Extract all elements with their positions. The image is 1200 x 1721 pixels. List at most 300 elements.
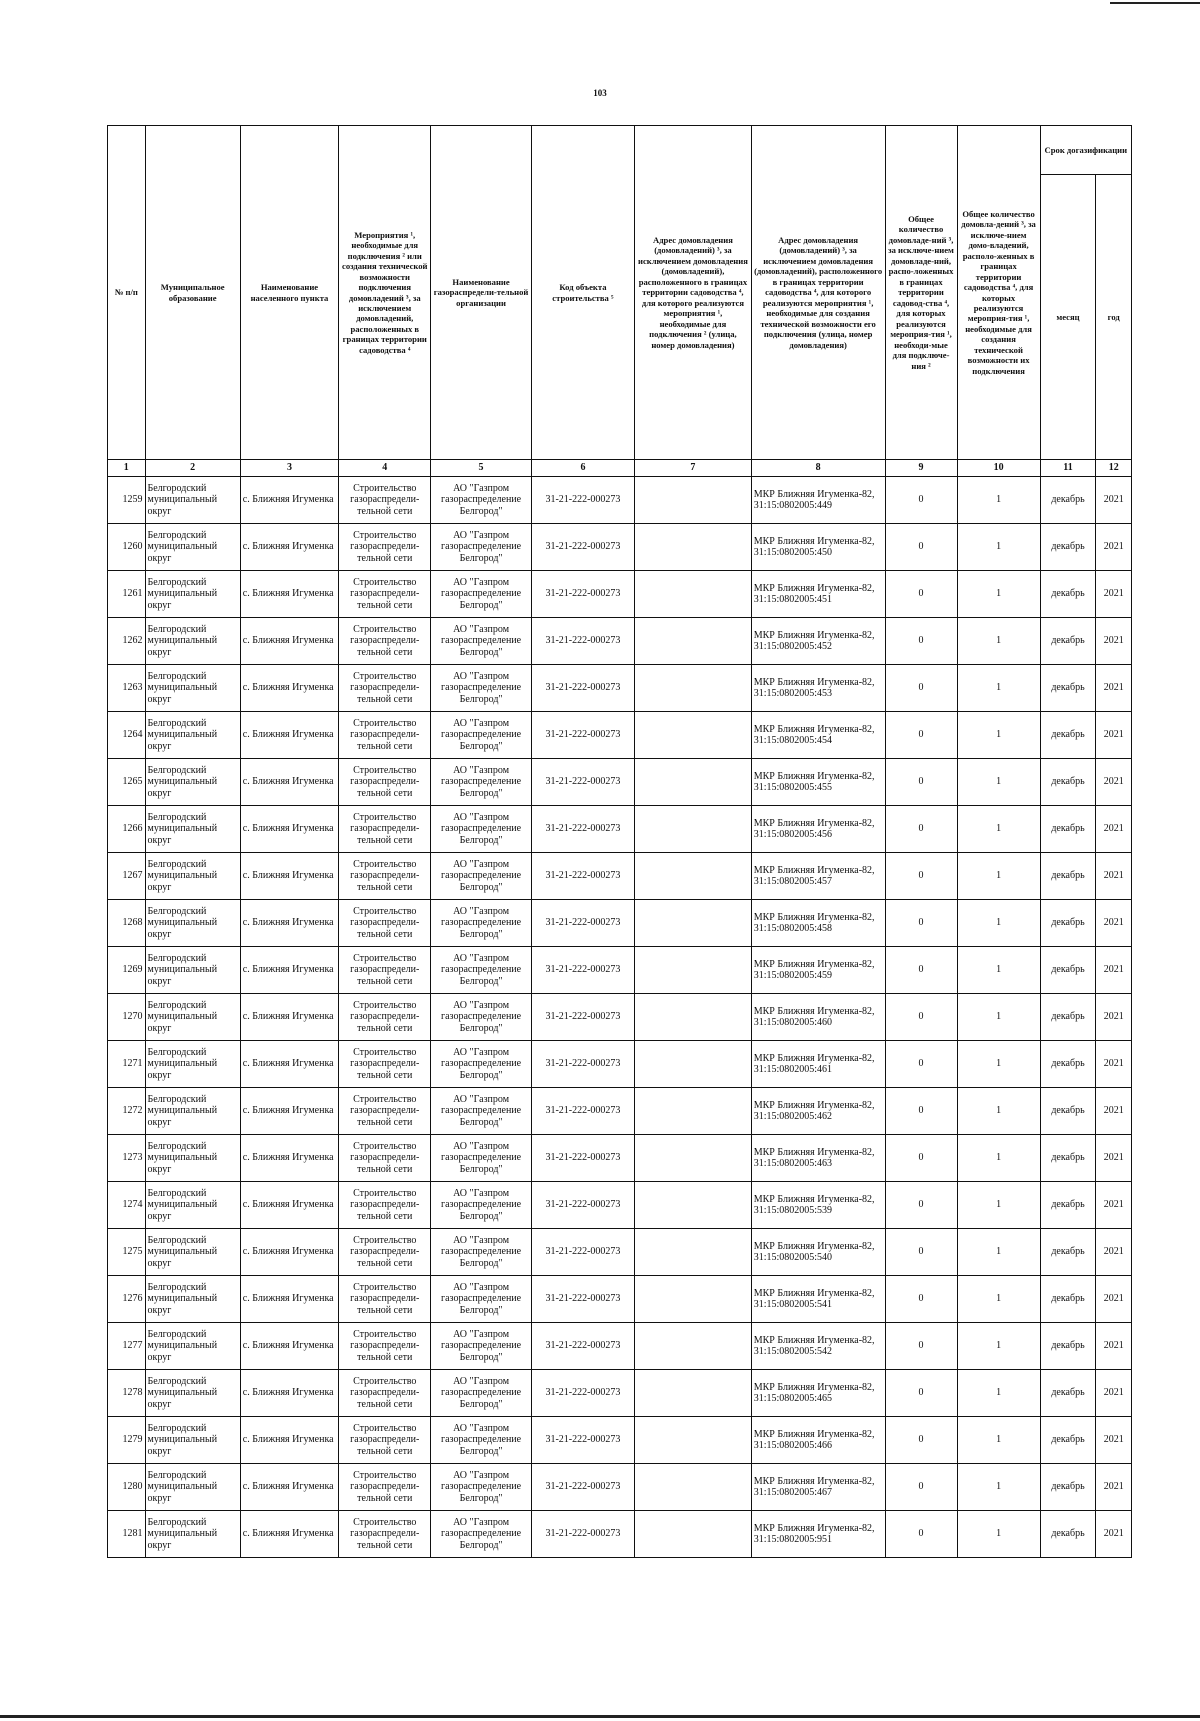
measure-cell: Строительство газораспредели-тельной сети [339,1276,431,1323]
year-cell: 2021 [1096,900,1132,947]
settlement-cell: с. Ближняя Игуменка [240,665,338,712]
object-code-cell: 31-21-222-000273 [531,477,634,524]
address-capability-cell: МКР Ближняя Игуменка-82, 31:15:0802005:460 [751,994,885,1041]
address-capability-cell: МКР Ближняя Игуменка-82, 31:15:0802005:449 [751,477,885,524]
settlement-cell: с. Ближняя Игуменка [240,994,338,1041]
table-row [108,806,1132,853]
column-number: 4 [339,460,431,477]
count-connection-cell: 0 [885,665,957,712]
measure-cell: Строительство газораспредели-тельной сети [339,1464,431,1511]
table-row [108,900,1132,947]
count-connection-cell: 0 [885,1417,957,1464]
settlement-cell: с. Ближняя Игуменка [240,1323,338,1370]
measure-cell: Строительство газораспредели-тельной сети [339,806,431,853]
count-capability-cell: 1 [957,524,1040,571]
year-cell: 2021 [1096,1323,1132,1370]
table-row [108,994,1132,1041]
count-connection-cell: 0 [885,853,957,900]
count-connection-cell: 0 [885,1323,957,1370]
settlement-cell: с. Ближняя Игуменка [240,524,338,571]
gas-organization-cell: АО "Газпром газораспределение Белгород" [431,1417,531,1464]
column-number: 10 [957,460,1040,477]
count-capability-cell: 1 [957,994,1040,1041]
municipality-cell: Белгородский муниципальный округ [145,1135,240,1182]
count-capability-cell: 1 [957,712,1040,759]
row-number: 1274 [108,1182,146,1229]
count-connection-cell: 0 [885,1135,957,1182]
measure-cell: Строительство газораспредели-тельной сети [339,712,431,759]
count-connection-cell: 0 [885,571,957,618]
month-cell: декабрь [1040,759,1096,806]
address-capability-cell: МКР Ближняя Игуменка-82, 31:15:0802005:951 [751,1511,885,1558]
measure-cell: Строительство газораспредели-тельной сети [339,665,431,712]
year-cell: 2021 [1096,1088,1132,1135]
settlement-cell: с. Ближняя Игуменка [240,477,338,524]
row-number: 1272 [108,1088,146,1135]
gas-organization-cell: АО "Газпром газораспределение Белгород" [431,665,531,712]
settlement-cell: с. Ближняя Игуменка [240,1135,338,1182]
gasification-table [107,125,1132,1558]
address-capability-cell: МКР Ближняя Игуменка-82, 31:15:0802005:454 [751,712,885,759]
address-connection-cell [635,618,752,665]
settlement-cell: с. Ближняя Игуменка [240,1464,338,1511]
month-cell: декабрь [1040,571,1096,618]
measure-cell: Строительство газораспредели-тельной сети [339,1511,431,1558]
address-connection-cell [635,994,752,1041]
count-capability-cell: 1 [957,947,1040,994]
municipality-cell: Белгородский муниципальный округ [145,947,240,994]
object-code-cell: 31-21-222-000273 [531,1041,634,1088]
month-cell: декабрь [1040,1182,1096,1229]
object-code-cell: 31-21-222-000273 [531,1276,634,1323]
municipality-cell: Белгородский муниципальный округ [145,618,240,665]
municipality-cell: Белгородский муниципальный округ [145,477,240,524]
measure-cell: Строительство газораспредели-тельной сети [339,477,431,524]
object-code-cell: 31-21-222-000273 [531,1182,634,1229]
gas-organization-cell: АО "Газпром газораспределение Белгород" [431,1276,531,1323]
year-cell: 2021 [1096,477,1132,524]
measure-cell: Строительство газораспредели-тельной сети [339,1041,431,1088]
column-numbers-row [108,460,1132,477]
measure-cell: Строительство газораспредели-тельной сети [339,759,431,806]
settlement-cell: с. Ближняя Игуменка [240,947,338,994]
measure-cell: Строительство газораспредели-тельной сети [339,900,431,947]
header-gasification-term: Срок догазификации [1040,126,1131,175]
month-cell: декабрь [1040,1417,1096,1464]
address-connection-cell [635,900,752,947]
table-header [108,126,1132,477]
month-cell: декабрь [1040,1464,1096,1511]
gas-organization-cell: АО "Газпром газораспределение Белгород" [431,947,531,994]
year-cell: 2021 [1096,806,1132,853]
gas-organization-cell: АО "Газпром газораспределение Белгород" [431,994,531,1041]
table-row [108,1041,1132,1088]
year-cell: 2021 [1096,571,1132,618]
count-connection-cell: 0 [885,1182,957,1229]
year-cell: 2021 [1096,947,1132,994]
measure-cell: Строительство газораспредели-тельной сети [339,947,431,994]
object-code-cell: 31-21-222-000273 [531,853,634,900]
municipality-cell: Белгородский муниципальный округ [145,994,240,1041]
settlement-cell: с. Ближняя Игуменка [240,1182,338,1229]
year-cell: 2021 [1096,1041,1132,1088]
address-connection-cell [635,947,752,994]
object-code-cell: 31-21-222-000273 [531,947,634,994]
table-row [108,1370,1132,1417]
count-connection-cell: 0 [885,618,957,665]
column-number: 9 [885,460,957,477]
year-cell: 2021 [1096,853,1132,900]
gas-organization-cell: АО "Газпром газораспределение Белгород" [431,853,531,900]
municipality-cell: Белгородский муниципальный округ [145,900,240,947]
count-connection-cell: 0 [885,712,957,759]
municipality-cell: Белгородский муниципальный округ [145,1323,240,1370]
row-number: 1259 [108,477,146,524]
gas-organization-cell: АО "Газпром газораспределение Белгород" [431,1323,531,1370]
measure-cell: Строительство газораспредели-тельной сети [339,994,431,1041]
count-capability-cell: 1 [957,900,1040,947]
measure-cell: Строительство газораспредели-тельной сети [339,1417,431,1464]
month-cell: декабрь [1040,1323,1096,1370]
address-capability-cell: МКР Ближняя Игуменка-82, 31:15:0802005:462 [751,1088,885,1135]
row-number: 1267 [108,853,146,900]
count-connection-cell: 0 [885,1511,957,1558]
count-connection-cell: 0 [885,806,957,853]
header-address-connection: Адрес домовладения (домовладений) ³, за исключением домовладения (домовладений), расположенного в границах территории садоводства ⁴, для которого реализуются мероприятия ¹, необходимые для подключения ² (улица, номер домовладения) [635,126,752,460]
month-cell: декабрь [1040,618,1096,665]
address-capability-cell: МКР Ближняя Игуменка-82, 31:15:0802005:466 [751,1417,885,1464]
gas-organization-cell: АО "Газпром газораспределение Белгород" [431,1511,531,1558]
table-row [108,759,1132,806]
month-cell: декабрь [1040,665,1096,712]
month-cell: декабрь [1040,853,1096,900]
column-number: 1 [108,460,146,477]
object-code-cell: 31-21-222-000273 [531,994,634,1041]
measure-cell: Строительство газораспредели-тельной сети [339,1182,431,1229]
address-capability-cell: МКР Ближняя Игуменка-82, 31:15:0802005:450 [751,524,885,571]
table-row [108,1182,1132,1229]
municipality-cell: Белгородский муниципальный округ [145,1182,240,1229]
measure-cell: Строительство газораспредели-тельной сети [339,1088,431,1135]
count-connection-cell: 0 [885,900,957,947]
measure-cell: Строительство газораспредели-тельной сети [339,1370,431,1417]
scan-bottom-edge [0,1715,1200,1718]
table-body [108,477,1132,1558]
count-capability-cell: 1 [957,1464,1040,1511]
table-row [108,712,1132,759]
measure-cell: Строительство газораспредели-тельной сети [339,618,431,665]
municipality-cell: Белгородский муниципальный округ [145,1464,240,1511]
object-code-cell: 31-21-222-000273 [531,1464,634,1511]
address-connection-cell [635,1464,752,1511]
settlement-cell: с. Ближняя Игуменка [240,759,338,806]
row-number: 1264 [108,712,146,759]
measure-cell: Строительство газораспредели-тельной сети [339,1229,431,1276]
year-cell: 2021 [1096,665,1132,712]
address-capability-cell: МКР Ближняя Игуменка-82, 31:15:0802005:461 [751,1041,885,1088]
year-cell: 2021 [1096,1370,1132,1417]
row-number: 1262 [108,618,146,665]
municipality-cell: Белгородский муниципальный округ [145,571,240,618]
count-capability-cell: 1 [957,1182,1040,1229]
municipality-cell: Белгородский муниципальный округ [145,1276,240,1323]
count-capability-cell: 1 [957,1041,1040,1088]
year-cell: 2021 [1096,1229,1132,1276]
table-row [108,618,1132,665]
address-connection-cell [635,571,752,618]
municipality-cell: Белгородский муниципальный округ [145,1511,240,1558]
gas-organization-cell: АО "Газпром газораспределение Белгород" [431,524,531,571]
count-connection-cell: 0 [885,524,957,571]
month-cell: декабрь [1040,947,1096,994]
gas-organization-cell: АО "Газпром газораспределение Белгород" [431,1135,531,1182]
settlement-cell: с. Ближняя Игуменка [240,1511,338,1558]
month-cell: декабрь [1040,806,1096,853]
month-cell: декабрь [1040,477,1096,524]
row-number: 1281 [108,1511,146,1558]
row-number: 1280 [108,1464,146,1511]
measure-cell: Строительство газораспредели-тельной сети [339,1323,431,1370]
column-number: 7 [635,460,752,477]
table-row [108,1088,1132,1135]
gas-organization-cell: АО "Газпром газораспределение Белгород" [431,571,531,618]
row-number: 1269 [108,947,146,994]
count-connection-cell: 0 [885,1276,957,1323]
month-cell: декабрь [1040,900,1096,947]
year-cell: 2021 [1096,524,1132,571]
address-connection-cell [635,1323,752,1370]
count-capability-cell: 1 [957,853,1040,900]
count-capability-cell: 1 [957,1417,1040,1464]
object-code-cell: 31-21-222-000273 [531,524,634,571]
month-cell: декабрь [1040,1370,1096,1417]
row-number: 1276 [108,1276,146,1323]
row-number: 1279 [108,1417,146,1464]
address-capability-cell: МКР Ближняя Игуменка-82, 31:15:0802005:539 [751,1182,885,1229]
address-capability-cell: МКР Ближняя Игуменка-82, 31:15:0802005:541 [751,1276,885,1323]
row-number: 1268 [108,900,146,947]
object-code-cell: 31-21-222-000273 [531,618,634,665]
month-cell: декабрь [1040,1276,1096,1323]
object-code-cell: 31-21-222-000273 [531,1135,634,1182]
address-connection-cell [635,1182,752,1229]
municipality-cell: Белгородский муниципальный округ [145,712,240,759]
gas-organization-cell: АО "Газпром газораспределение Белгород" [431,477,531,524]
object-code-cell: 31-21-222-000273 [531,1417,634,1464]
address-connection-cell [635,759,752,806]
object-code-cell: 31-21-222-000273 [531,1088,634,1135]
column-number: 3 [240,460,338,477]
table-row [108,1464,1132,1511]
count-capability-cell: 1 [957,477,1040,524]
table-row [108,947,1132,994]
object-code-cell: 31-21-222-000273 [531,1229,634,1276]
row-number: 1263 [108,665,146,712]
object-code-cell: 31-21-222-000273 [531,712,634,759]
row-number: 1271 [108,1041,146,1088]
address-capability-cell: МКР Ближняя Игуменка-82, 31:15:0802005:455 [751,759,885,806]
count-capability-cell: 1 [957,1088,1040,1135]
row-number: 1260 [108,524,146,571]
table-row [108,1417,1132,1464]
row-number: 1266 [108,806,146,853]
object-code-cell: 31-21-222-000273 [531,759,634,806]
month-cell: декабрь [1040,1229,1096,1276]
address-capability-cell: МКР Ближняя Игуменка-82, 31:15:0802005:456 [751,806,885,853]
address-connection-cell [635,1088,752,1135]
address-connection-cell [635,1229,752,1276]
year-cell: 2021 [1096,1464,1132,1511]
count-capability-cell: 1 [957,1511,1040,1558]
count-connection-cell: 0 [885,947,957,994]
count-capability-cell: 1 [957,665,1040,712]
count-capability-cell: 1 [957,1276,1040,1323]
gas-organization-cell: АО "Газпром газораспределение Белгород" [431,1088,531,1135]
measure-cell: Строительство газораспредели-тельной сети [339,571,431,618]
municipality-cell: Белгородский муниципальный округ [145,1088,240,1135]
table-row [108,853,1132,900]
municipality-cell: Белгородский муниципальный округ [145,665,240,712]
object-code-cell: 31-21-222-000273 [531,571,634,618]
address-connection-cell [635,1041,752,1088]
count-connection-cell: 0 [885,1464,957,1511]
header-measures: Мероприятия ¹, необходимые для подключения ² или создания технической возможности подключения домовладений ³, за исключением домовладений, расположенных в границах территории садоводства ⁴ [339,126,431,460]
municipality-cell: Белгородский муниципальный округ [145,524,240,571]
header-year: год [1096,175,1132,460]
address-connection-cell [635,477,752,524]
address-connection-cell [635,853,752,900]
municipality-cell: Белгородский муниципальный округ [145,1417,240,1464]
month-cell: декабрь [1040,1041,1096,1088]
object-code-cell: 31-21-222-000273 [531,1323,634,1370]
gas-organization-cell: АО "Газпром газораспределение Белгород" [431,759,531,806]
count-capability-cell: 1 [957,759,1040,806]
address-connection-cell [635,1135,752,1182]
object-code-cell: 31-21-222-000273 [531,1511,634,1558]
settlement-cell: с. Ближняя Игуменка [240,853,338,900]
header-address-capability: Адрес домовладения (домовладений) ³, за исключением домовладения (домовладений), расположенного в границах территории садоводства ⁴, для которого реализуются мероприятия ¹, необходимые для создания технической возможности его подключения (улица, номер домовладения) [751,126,885,460]
address-connection-cell [635,1511,752,1558]
gas-organization-cell: АО "Газпром газораспределение Белгород" [431,1229,531,1276]
header-municipality: Муниципальное образование [145,126,240,460]
municipality-cell: Белгородский муниципальный округ [145,1041,240,1088]
gas-organization-cell: АО "Газпром газораспределение Белгород" [431,1370,531,1417]
count-connection-cell: 0 [885,1370,957,1417]
month-cell: декабрь [1040,1088,1096,1135]
address-connection-cell [635,524,752,571]
address-capability-cell: МКР Ближняя Игуменка-82, 31:15:0802005:463 [751,1135,885,1182]
count-connection-cell: 0 [885,994,957,1041]
scan-edge-mark [1110,2,1200,4]
gas-organization-cell: АО "Газпром газораспределение Белгород" [431,806,531,853]
gas-organization-cell: АО "Газпром газораспределение Белгород" [431,712,531,759]
year-cell: 2021 [1096,1135,1132,1182]
settlement-cell: с. Ближняя Игуменка [240,1088,338,1135]
table-row [108,1135,1132,1182]
settlement-cell: с. Ближняя Игуменка [240,900,338,947]
settlement-cell: с. Ближняя Игуменка [240,1041,338,1088]
address-capability-cell: МКР Ближняя Игуменка-82, 31:15:0802005:540 [751,1229,885,1276]
object-code-cell: 31-21-222-000273 [531,900,634,947]
table-row [108,1323,1132,1370]
year-cell: 2021 [1096,1182,1132,1229]
address-capability-cell: МКР Ближняя Игуменка-82, 31:15:0802005:451 [751,571,885,618]
year-cell: 2021 [1096,759,1132,806]
table-row [108,1276,1132,1323]
gas-organization-cell: АО "Газпром газораспределение Белгород" [431,900,531,947]
municipality-cell: Белгородский муниципальный округ [145,806,240,853]
address-connection-cell [635,1276,752,1323]
column-number: 2 [145,460,240,477]
month-cell: декабрь [1040,524,1096,571]
count-capability-cell: 1 [957,1135,1040,1182]
count-connection-cell: 0 [885,759,957,806]
column-number: 11 [1040,460,1096,477]
settlement-cell: с. Ближняя Игуменка [240,712,338,759]
column-number: 5 [431,460,531,477]
address-capability-cell: МКР Ближняя Игуменка-82, 31:15:0802005:459 [751,947,885,994]
row-number: 1261 [108,571,146,618]
address-capability-cell: МКР Ближняя Игуменка-82, 31:15:0802005:465 [751,1370,885,1417]
municipality-cell: Белгородский муниципальный округ [145,1370,240,1417]
settlement-cell: с. Ближняя Игуменка [240,1417,338,1464]
count-capability-cell: 1 [957,1323,1040,1370]
table-row [108,1229,1132,1276]
address-capability-cell: МКР Ближняя Игуменка-82, 31:15:0802005:542 [751,1323,885,1370]
measure-cell: Строительство газораспредели-тельной сети [339,524,431,571]
settlement-cell: с. Ближняя Игуменка [240,1370,338,1417]
table-row [108,571,1132,618]
table-row [108,665,1132,712]
object-code-cell: 31-21-222-000273 [531,665,634,712]
header-object-code: Код объекта строительства ⁵ [531,126,634,460]
settlement-cell: с. Ближняя Игуменка [240,1276,338,1323]
municipality-cell: Белгородский муниципальный округ [145,1229,240,1276]
year-cell: 2021 [1096,994,1132,1041]
table-row [108,1511,1132,1558]
gas-organization-cell: АО "Газпром газораспределение Белгород" [431,1182,531,1229]
settlement-cell: с. Ближняя Игуменка [240,618,338,665]
row-number: 1278 [108,1370,146,1417]
header-count-connection: Общее количество домовладе-ний ³, за исключе-нием домовладе-ний, распо-ложенных в границах территории садовод-ства ⁴, для которых реализуются мероприя-тия ¹, необходи-мые для подключе-ния ² [885,126,957,460]
object-code-cell: 31-21-222-000273 [531,806,634,853]
column-number: 8 [751,460,885,477]
year-cell: 2021 [1096,1511,1132,1558]
address-connection-cell [635,1370,752,1417]
header-gas-organization: Наименование газораспредели-тельной организации [431,126,531,460]
address-capability-cell: МКР Ближняя Игуменка-82, 31:15:0802005:457 [751,853,885,900]
count-connection-cell: 0 [885,1041,957,1088]
address-capability-cell: МКР Ближняя Игуменка-82, 31:15:0802005:467 [751,1464,885,1511]
address-capability-cell: МКР Ближняя Игуменка-82, 31:15:0802005:458 [751,900,885,947]
row-number: 1265 [108,759,146,806]
row-number: 1277 [108,1323,146,1370]
count-connection-cell: 0 [885,477,957,524]
year-cell: 2021 [1096,1417,1132,1464]
count-capability-cell: 1 [957,1370,1040,1417]
table-row [108,477,1132,524]
header-count-capability: Общее количество домовла-дений ³, за исключе-нием домо-владений, располо-женных в границах территории садоводства ⁴, для которых реализуются мероприя-тия ¹, необходимые для создания технической возможности их подключения [957,126,1040,460]
count-connection-cell: 0 [885,1229,957,1276]
row-number: 1273 [108,1135,146,1182]
row-number: 1270 [108,994,146,1041]
header-month: месяц [1040,175,1096,460]
column-number: 12 [1096,460,1132,477]
column-number: 6 [531,460,634,477]
year-cell: 2021 [1096,712,1132,759]
row-number: 1275 [108,1229,146,1276]
count-connection-cell: 0 [885,1088,957,1135]
